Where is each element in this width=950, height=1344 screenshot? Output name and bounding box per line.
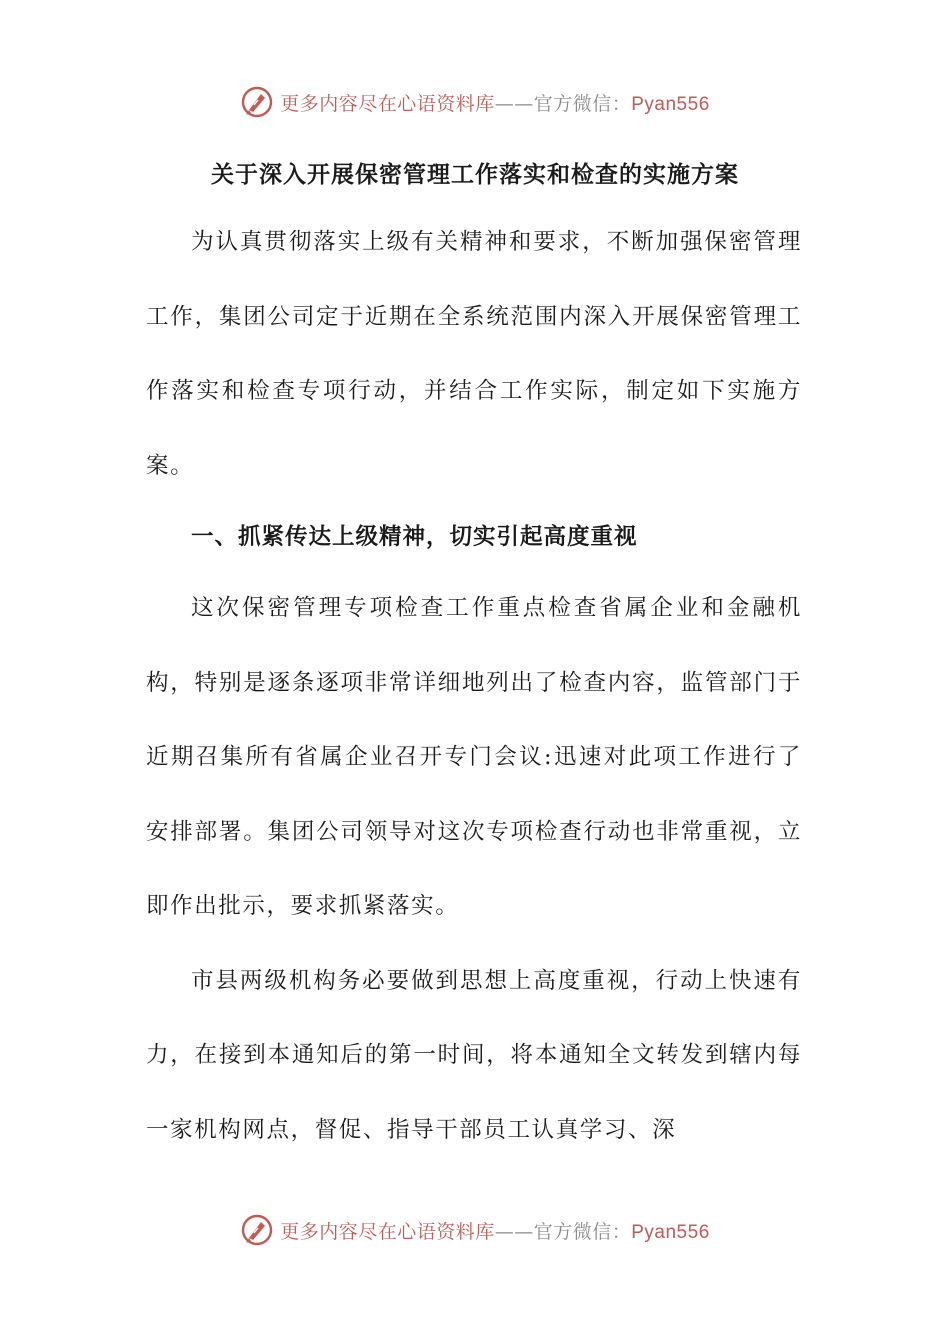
watermark-text	[280, 1217, 710, 1244]
watermark-site-text: 更多内容尽在心语资料库	[280, 1220, 495, 1243]
header-watermark-banner	[0, 80, 950, 124]
footer-watermark-banner	[0, 1208, 950, 1252]
pen-nib-logo-icon	[240, 1213, 274, 1247]
watermark-dash: ——	[494, 92, 534, 115]
watermark-wechat-label: 官方微信：	[533, 1220, 632, 1243]
body-paragraph: 这次保密管理专项检查工作重点检查省属企业和金融机构，特别是逐条逐项非常详细地列出了检查内容，监管部门于近期召集所有省属企业召开专门会议:迅速对此项工作进行了安排部署。集团公司领导对这次专项检查行动也非常重视，立即作出批示，要求抓紧落实。	[146, 595, 802, 919]
watermark-wechat-id: Pyan556	[631, 1221, 710, 1243]
watermark-wechat-label: 官方微信：	[533, 92, 632, 115]
watermark-site-text: 更多内容尽在心语资料库	[280, 92, 495, 115]
body-paragraph: 市县两级机构务必要做到思想上高度重视，行动上快速有力，在接到本通知后的第一时间，将本通知全文转发到辖内每一家机构网点，督促、指导干部员工认真学习、深	[146, 967, 802, 1143]
document-body	[146, 205, 802, 1167]
section-heading: 一、抓紧传达上级精神，切实引起高度重视	[191, 524, 638, 550]
watermark-wechat-id: Pyan556	[631, 93, 710, 115]
document-title: 关于深入开展保密管理工作落实和检查的实施方案	[211, 162, 739, 188]
intro-paragraph: 为认真贯彻落实上级有关精神和要求，不断加强保密管理工作，集团公司定于近期在全系统范围内深入开展保密管理工作落实和检查专项行动，并结合工作实际，制定如下实施方案。	[146, 229, 802, 479]
watermark-text	[280, 89, 710, 116]
pen-nib-logo-icon	[240, 85, 274, 119]
watermark-dash: ——	[494, 1220, 534, 1243]
